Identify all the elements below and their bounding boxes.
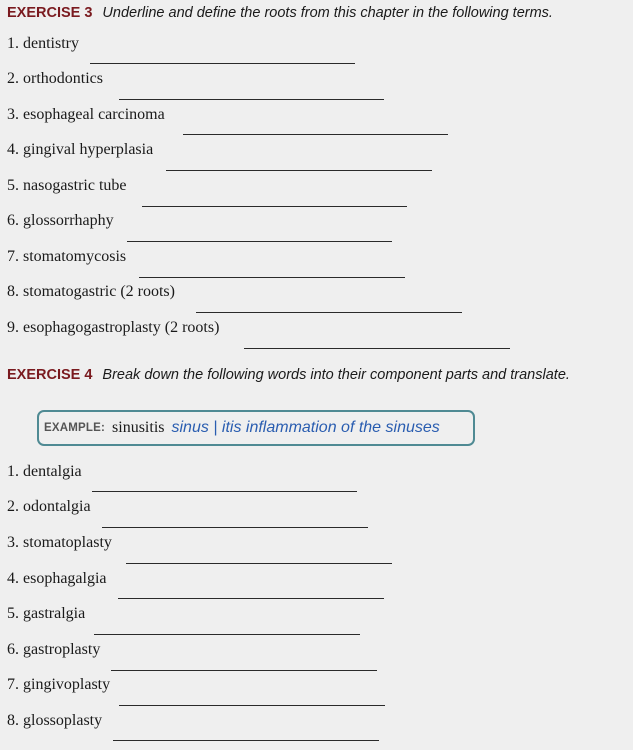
item-text: 1. dentalgia xyxy=(7,463,82,480)
item-text: 6. glossorrhaphy xyxy=(7,212,114,229)
answer-line[interactable] xyxy=(90,63,355,64)
item-term: orthodontics xyxy=(23,70,103,87)
exercise-4-item xyxy=(7,641,627,677)
example-word: sinusitis xyxy=(112,419,165,436)
item-text: 5. nasogastric tube xyxy=(7,177,127,194)
item-term: gastralgia xyxy=(23,605,86,622)
item-term: esophageal carcinoma xyxy=(23,106,165,123)
answer-line[interactable] xyxy=(94,634,360,635)
example-tag: EXAMPLE: xyxy=(44,422,106,434)
exercise-3-item xyxy=(7,319,627,355)
exercise-4-header xyxy=(7,367,570,383)
item-term: esophagogastroplasty (2 roots) xyxy=(23,319,220,336)
exercise-4-item xyxy=(7,712,627,748)
exercise-3-item xyxy=(7,177,627,213)
exercise-4-item xyxy=(7,534,627,570)
item-text: 5. gastralgia xyxy=(7,605,86,622)
answer-line[interactable] xyxy=(244,348,510,349)
item-text: 4. gingival hyperplasia xyxy=(7,141,154,158)
example-answer: sinus | itis inflammation of the sinuses xyxy=(171,419,440,436)
item-text: 2. odontalgia xyxy=(7,498,91,515)
answer-line[interactable] xyxy=(119,99,384,100)
item-term: gingival hyperplasia xyxy=(23,141,154,158)
item-text: 3. stomatoplasty xyxy=(7,534,112,551)
answer-line[interactable] xyxy=(118,598,384,599)
answer-line[interactable] xyxy=(119,705,385,706)
item-text: 9. esophagogastroplasty (2 roots) xyxy=(7,319,220,336)
answer-line[interactable] xyxy=(113,740,379,741)
exercise-4-item xyxy=(7,676,627,712)
item-term: glossoplasty xyxy=(23,712,103,729)
answer-line[interactable] xyxy=(102,527,368,528)
answer-line[interactable] xyxy=(142,206,407,207)
answer-line[interactable] xyxy=(111,670,377,671)
item-text: 7. stomatomycosis xyxy=(7,248,127,265)
exercise-3-header xyxy=(7,5,553,21)
answer-line[interactable] xyxy=(166,170,432,171)
example-box xyxy=(37,410,475,446)
answer-line[interactable] xyxy=(92,491,357,492)
exercise-3-label: EXERCISE 3 xyxy=(7,5,93,21)
item-term: gastroplasty xyxy=(23,641,101,658)
item-text: 6. gastroplasty xyxy=(7,641,101,658)
exercise-3-item xyxy=(7,35,627,71)
exercise-3-instruction: Underline and define the roots from this chapter in the following terms. xyxy=(102,5,553,21)
item-term: dentalgia xyxy=(23,463,82,480)
item-term: stomatogastric (2 roots) xyxy=(23,283,175,300)
item-term: stomatoplasty xyxy=(23,534,112,551)
answer-line[interactable] xyxy=(127,241,392,242)
answer-line[interactable] xyxy=(183,134,448,135)
item-term: dentistry xyxy=(23,35,79,52)
exercise-4-item xyxy=(7,605,627,641)
exercise-3-item xyxy=(7,106,627,142)
exercise-3-item xyxy=(7,212,627,248)
answer-line[interactable] xyxy=(126,563,392,564)
exercise-3-item xyxy=(7,248,627,284)
item-text: 4. esophagalgia xyxy=(7,570,107,587)
item-term: nasogastric tube xyxy=(23,177,127,194)
item-term: glossorrhaphy xyxy=(23,212,114,229)
exercise-4-label: EXERCISE 4 xyxy=(7,367,93,383)
exercise-3-item xyxy=(7,141,627,177)
answer-line[interactable] xyxy=(139,277,405,278)
item-text: 1. dentistry xyxy=(7,35,79,52)
item-term: odontalgia xyxy=(23,498,91,515)
item-text: 3. esophageal carcinoma xyxy=(7,106,165,123)
item-term: esophagalgia xyxy=(23,570,107,587)
exercise-4-instruction: Break down the following words into their component parts and translate. xyxy=(102,367,570,383)
item-term: gingivoplasty xyxy=(23,676,111,693)
exercise-3-item xyxy=(7,283,627,319)
item-text: 8. stomatogastric (2 roots) xyxy=(7,283,175,300)
exercise-4-item xyxy=(7,570,627,606)
answer-line[interactable] xyxy=(196,312,462,313)
item-term: stomatomycosis xyxy=(23,248,127,265)
exercise-3-item xyxy=(7,70,627,106)
item-text: 2. orthodontics xyxy=(7,70,103,87)
item-text: 7. gingivoplasty xyxy=(7,676,111,693)
exercise-4-item xyxy=(7,463,627,499)
item-text: 8. glossoplasty xyxy=(7,712,103,729)
exercise-4-item xyxy=(7,498,627,534)
